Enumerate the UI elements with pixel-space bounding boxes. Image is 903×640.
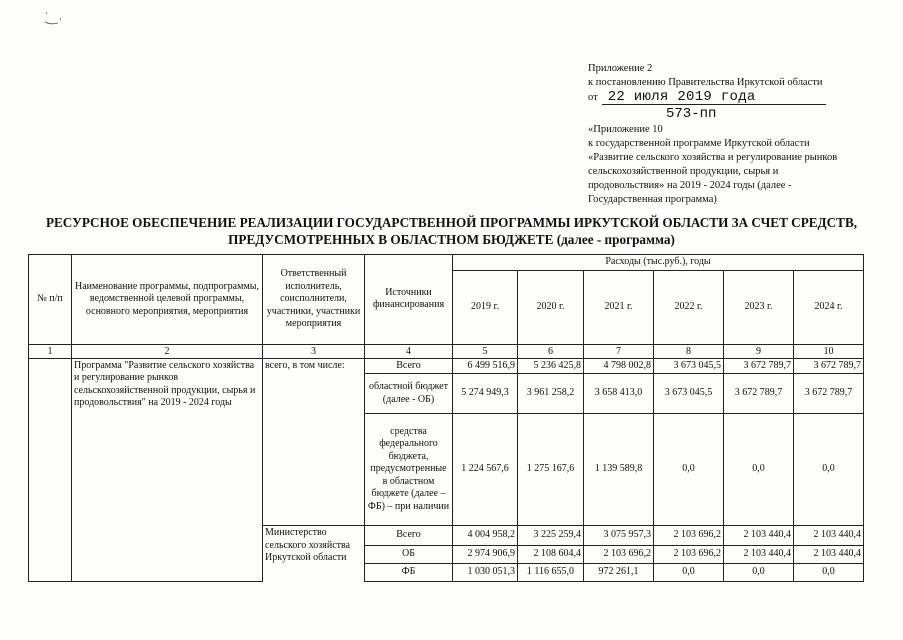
value-cell: 2 103 696,2 xyxy=(584,546,654,564)
resource-table xyxy=(28,254,864,582)
appendix-10-line: сельскохозяйственной продукции, сырья и xyxy=(588,166,779,177)
value-cell: 1 139 589,8 xyxy=(584,414,654,526)
source-cell: Всего xyxy=(365,526,453,546)
appendix-10-block xyxy=(588,123,858,207)
appendix-10-line: «Развитие сельского хозяйства и регулирование рынков xyxy=(588,152,838,163)
column-number: 2 xyxy=(72,344,263,358)
value-cell: 3 672 789,7 xyxy=(724,358,794,374)
value-cell: 3 673 045,5 xyxy=(654,374,724,414)
value-cell: 2 108 604,4 xyxy=(518,546,584,564)
value-cell: 0,0 xyxy=(794,414,864,526)
value-cell: 1 116 655,0 xyxy=(518,564,584,582)
appendix-10-line: «Приложение 10 xyxy=(588,124,663,135)
annex-line-2: к постановлению Правительства Иркутской области xyxy=(588,77,823,88)
value-cell: 0,0 xyxy=(654,564,724,582)
program-name: Программа "Развитие сельского хозяйства и регулирование рынков сельскохозяйственной продукции, сырья и продовольствия" на 2019 - 2024 годы xyxy=(72,358,263,582)
header-num: № п/п xyxy=(29,255,72,345)
header-sources: Источники финансирования xyxy=(365,255,453,345)
value-cell: 2 103 440,4 xyxy=(794,526,864,546)
date-prefix: от xyxy=(588,92,598,103)
value-cell: 3 672 789,7 xyxy=(794,374,864,414)
source-cell: средства федерального бюджета, предусмотренные в областном бюджете (далее – ФБ) – при наличии xyxy=(365,414,453,526)
executor-total: всего, в том числе: xyxy=(263,358,365,526)
value-cell: 4 798 002,8 xyxy=(584,358,654,374)
header-executor: Ответственный исполнитель, соисполнители, участники, участники мероприятия xyxy=(263,255,365,345)
executor-ministry: Министерство сельского хозяйства Иркутской области xyxy=(263,526,365,582)
value-cell: 3 673 045,5 xyxy=(654,358,724,374)
source-cell: ФБ xyxy=(365,564,453,582)
value-cell: 3 225 259,4 xyxy=(518,526,584,546)
appendix-10-line: Государственная программа) xyxy=(588,194,717,205)
appendix-10-line: к государственной программе Иркутской области xyxy=(588,138,810,149)
annex-line-1: Приложение 2 xyxy=(588,63,653,74)
column-number: 8 xyxy=(654,344,724,358)
value-cell: 2 974 906,9 xyxy=(453,546,518,564)
value-cell: 3 672 789,7 xyxy=(794,358,864,374)
value-cell: 1 275 167,6 xyxy=(518,414,584,526)
annex-date-line xyxy=(588,90,858,105)
column-number: 6 xyxy=(518,344,584,358)
column-number: 9 xyxy=(724,344,794,358)
value-cell: 2 103 440,4 xyxy=(794,546,864,564)
column-number: 1 xyxy=(29,344,72,358)
header-year: 2021 г. xyxy=(584,270,654,344)
value-cell: 0,0 xyxy=(654,414,724,526)
annex-block xyxy=(588,62,858,207)
column-number: 10 xyxy=(794,344,864,358)
value-cell: 4 004 958,2 xyxy=(453,526,518,546)
column-number: 4 xyxy=(365,344,453,358)
appendix-10-line: продовольствия» на 2019 - 2024 годы (далее - xyxy=(588,180,792,191)
header-year: 2023 г. xyxy=(724,270,794,344)
value-cell: 2 103 440,4 xyxy=(724,526,794,546)
value-cell: 0,0 xyxy=(794,564,864,582)
value-cell: 0,0 xyxy=(724,414,794,526)
value-cell: 2 103 440,4 xyxy=(724,546,794,564)
value-cell: 3 961 258,2 xyxy=(518,374,584,414)
title-line-2: ПРЕДУСМОТРЕННЫХ В ОБЛАСТНОМ БЮДЖЕТЕ (далее - программа) xyxy=(228,232,675,247)
value-cell: 0,0 xyxy=(724,564,794,582)
value-cell: 972 261,1 xyxy=(584,564,654,582)
column-number: 3 xyxy=(263,344,365,358)
column-number: 5 xyxy=(453,344,518,358)
pen-mark xyxy=(42,8,66,28)
title-line-1: РЕСУРСНОЕ ОБЕСПЕЧЕНИЕ РЕАЛИЗАЦИИ ГОСУДАРСТВЕННОЙ ПРОГРАММЫ ИРКУТСКОЙ ОБЛАСТИ ЗА СЧЕТ СРЕДСТВ, xyxy=(45,215,858,230)
column-number: 7 xyxy=(584,344,654,358)
header-expenses: Расходы (тыс.руб.), годы xyxy=(453,255,864,271)
date-value: 22 июля 2019 года xyxy=(602,90,826,105)
source-cell: ОБ xyxy=(365,546,453,564)
source-cell: Всего xyxy=(365,358,453,374)
source-cell: областной бюджет (далее - ОБ) xyxy=(365,374,453,414)
header-year: 2024 г. xyxy=(794,270,864,344)
decree-number: 573-пп xyxy=(666,106,717,122)
header-year: 2020 г. xyxy=(518,270,584,344)
header-name: Наименование программы, подпрограммы, ведомственной целевой программы, основного мероприятия, мероприятия xyxy=(72,255,263,345)
value-cell: 5 274 949,3 xyxy=(453,374,518,414)
value-cell: 6 499 516,9 xyxy=(453,358,518,374)
value-cell: 3 075 957,3 xyxy=(584,526,654,546)
value-cell: 3 672 789,7 xyxy=(724,374,794,414)
value-cell: 1 030 051,3 xyxy=(453,564,518,582)
header-year: 2019 г. xyxy=(453,270,518,344)
document-title xyxy=(20,214,883,248)
value-cell: 1 224 567,6 xyxy=(453,414,518,526)
header-year: 2022 г. xyxy=(654,270,724,344)
value-cell: 3 658 413,0 xyxy=(584,374,654,414)
value-cell: 5 236 425,8 xyxy=(518,358,584,374)
value-cell: 2 103 696,2 xyxy=(654,546,724,564)
table-row xyxy=(29,358,864,374)
value-cell: 2 103 696,2 xyxy=(654,526,724,546)
